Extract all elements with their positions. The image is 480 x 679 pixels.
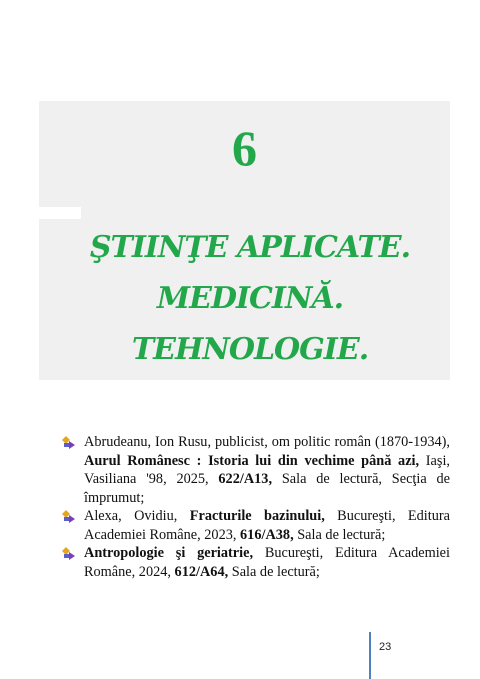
bibliography-entry xyxy=(62,544,450,581)
entry-call-number: 612/A64, xyxy=(174,563,229,580)
chapter-title-line: TEHNOLOGIE. xyxy=(131,332,369,367)
entry-title: Antropologie şi geriatrie, xyxy=(84,545,254,561)
bibliography-entry xyxy=(62,507,450,544)
diamond-arrow-bullet-icon xyxy=(62,510,76,523)
chapter-title-line: MEDICINĂ. xyxy=(156,281,344,316)
entry-author: Alexa, Ovidiu, xyxy=(84,508,190,524)
diamond-arrow-bullet-icon xyxy=(62,436,76,449)
page-number: 23 xyxy=(379,641,392,653)
entry-publisher: Bucureşti, Editura Academiei Române, 2024, xyxy=(84,545,450,580)
chapter-number: 6 xyxy=(232,120,257,176)
entry-call-number: 622/A13, xyxy=(218,471,273,487)
footer-rule xyxy=(369,632,371,679)
entry-publisher: Bucureşti, Editura Academiei Române, 2023, xyxy=(84,508,450,543)
entry-location: Sala de lectură, Secţia de împrumut; xyxy=(84,471,450,506)
entry-title: Aurul Românesc : Istoria lui din vechime până azi, xyxy=(84,452,420,469)
entry-title: Fracturile bazinului, xyxy=(189,508,325,524)
bibliography-entry xyxy=(62,433,450,507)
entry-call-number: 616/A38, xyxy=(240,526,294,543)
chapter-title-line: ŞTIINŢE APLICATE. xyxy=(89,230,411,265)
bibliography-list xyxy=(62,433,450,581)
diamond-arrow-bullet-icon xyxy=(62,547,76,560)
entry-location: Sala de lectură; xyxy=(293,526,386,543)
entry-publisher: Iaşi, Vasiliana '98, 2025, xyxy=(84,452,450,487)
entry-location: Sala de lectură; xyxy=(228,563,320,580)
chapter-title xyxy=(60,222,440,375)
banner-notch xyxy=(39,207,81,219)
entry-author: Abrudeanu, Ion Rusu, publicist, om politic român (1870-1934), xyxy=(84,434,450,450)
